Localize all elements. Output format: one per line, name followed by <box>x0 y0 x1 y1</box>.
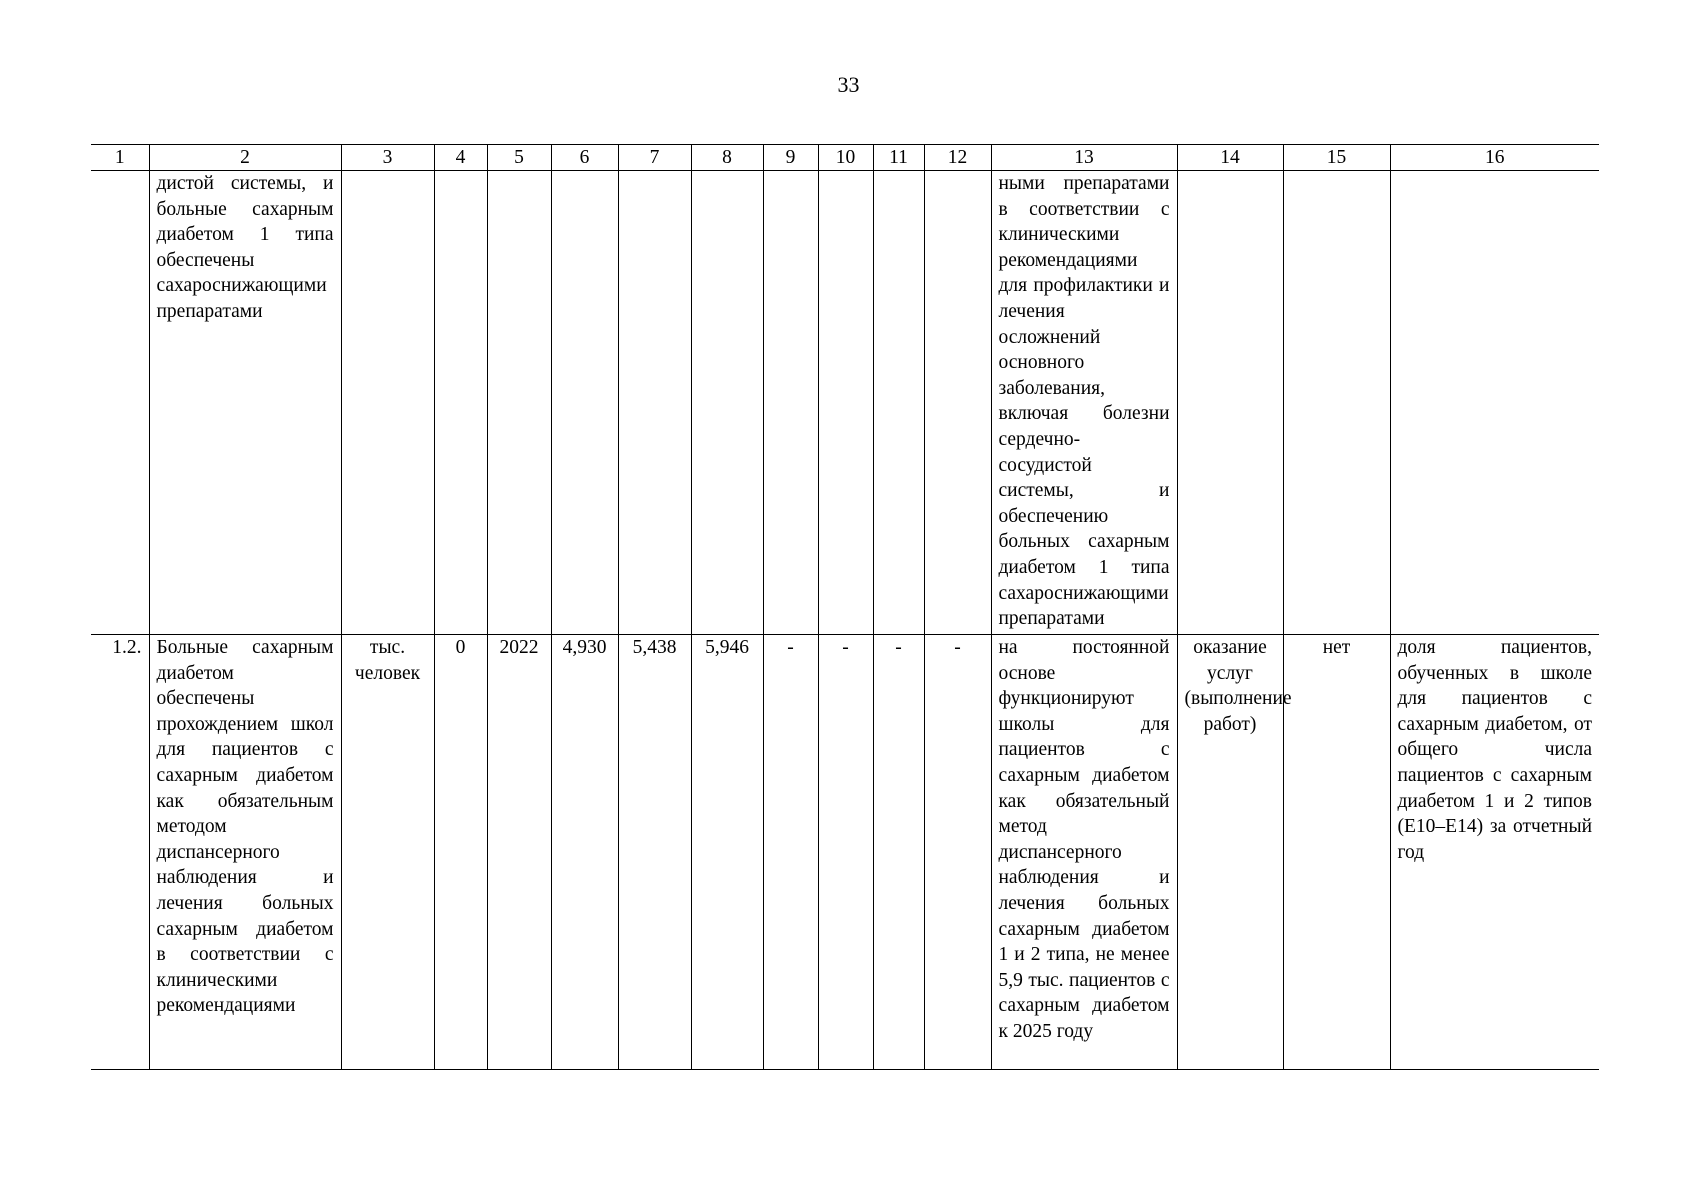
row-number-cell <box>91 171 149 635</box>
column-number: 11 <box>873 145 924 171</box>
value-cell <box>691 171 763 635</box>
result-name-cell: дистой системы, и больные сахарным диабетом 1 типа обеспечены сахароснижающими препаратами <box>149 171 341 635</box>
table-row <box>91 635 1599 1070</box>
column-number: 9 <box>763 145 818 171</box>
value-cell: 5,946 <box>691 635 763 1070</box>
column-number: 7 <box>618 145 691 171</box>
column-number: 8 <box>691 145 763 171</box>
base-value-cell <box>434 171 487 635</box>
row-number-cell: 1.2. <box>91 635 149 1070</box>
base-value-cell: 0 <box>434 635 487 1070</box>
column-number: 6 <box>551 145 618 171</box>
table-row <box>91 171 1599 635</box>
column-number: 4 <box>434 145 487 171</box>
value-cell <box>618 171 691 635</box>
base-year-cell: 2022 <box>487 635 551 1070</box>
indicator-cell: доля пациентов, обученных в школе для пациентов с сахарным диабетом, от общего числа пациентов с сахарным диабетом 1 и 2 типов (E10–E14) за отчетный год <box>1390 635 1599 1070</box>
result-name-cell: Больные сахарным диабетом обеспечены прохождением школ для пациентов с сахарным диабетом как обязательным методом диспансерного наблюдения и лечения больных сахарным диабетом в соответствии с клиническими рекомендациями <box>149 635 341 1070</box>
column-number: 2 <box>149 145 341 171</box>
value-cell <box>873 171 924 635</box>
column-number-row <box>91 145 1599 171</box>
characteristic-cell: на постоянной основе функционируют школы для пациентов с сахарным диабетом как обязательный метод диспансерного наблюдения и лечения больных сахарным диабетом 1 и 2 типа, не менее 5,9 тыс. пациентов с сахарным диабетом к 2025 году <box>991 635 1177 1070</box>
value-cell: - <box>924 635 991 1070</box>
column-number: 3 <box>341 145 434 171</box>
column-number: 16 <box>1390 145 1599 171</box>
flag-cell <box>1283 171 1390 635</box>
unit-cell: тыс. человек <box>341 635 434 1070</box>
value-cell <box>763 171 818 635</box>
column-number: 15 <box>1283 145 1390 171</box>
value-cell: - <box>873 635 924 1070</box>
value-cell: - <box>818 635 873 1070</box>
base-year-cell <box>487 171 551 635</box>
column-number: 5 <box>487 145 551 171</box>
value-cell: 4,930 <box>551 635 618 1070</box>
column-number: 1 <box>91 145 149 171</box>
column-number: 12 <box>924 145 991 171</box>
page-number: 33 <box>837 72 860 97</box>
type-cell: оказание услуг (выполнение работ) <box>1177 635 1283 1070</box>
indicator-cell <box>1390 171 1599 635</box>
value-cell <box>924 171 991 635</box>
value-cell: - <box>763 635 818 1070</box>
value-cell <box>818 171 873 635</box>
flag-cell: нет <box>1283 635 1390 1070</box>
unit-cell <box>341 171 434 635</box>
characteristic-cell: ными препаратами в соответствии с клиническими рекомендациями для профилактики и лечения осложнений основного заболевания, включая болезни сердечно-сосудистой системы, и обеспечению больных сахарным диабетом 1 типа сахароснижающими препаратами <box>991 171 1177 635</box>
indicators-table <box>91 144 1599 1070</box>
type-cell <box>1177 171 1283 635</box>
value-cell <box>551 171 618 635</box>
value-cell: 5,438 <box>618 635 691 1070</box>
column-number: 14 <box>1177 145 1283 171</box>
column-number: 13 <box>991 145 1177 171</box>
column-number: 10 <box>818 145 873 171</box>
